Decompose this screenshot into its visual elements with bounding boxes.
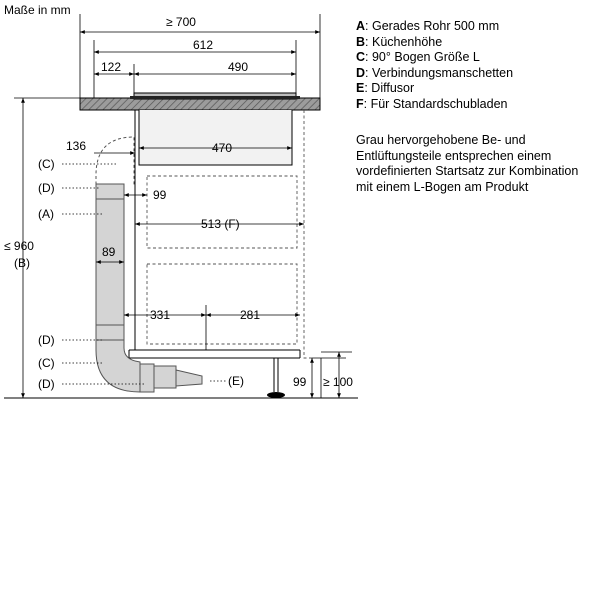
dim-drawer-depth: 513 (F) [201,217,240,231]
callout-c-bottom: (C) [38,356,55,370]
countertop [80,93,320,110]
diffusor-fins [176,370,202,386]
callout-d-top: (D) [38,181,55,195]
dim-gap-99: 99 [153,188,167,202]
dim-foot-height: 99 [293,375,307,389]
duct-sleeve-bottom [140,364,154,392]
legend-item: F: Für Standardschubladen [356,96,508,111]
cooktop-unit [139,110,304,165]
callout-e: (E) [228,374,244,388]
callout-a: (A) [38,207,54,221]
dim-right-part: 281 [240,308,261,322]
cooktop-frame [130,96,300,99]
legend-item: D: Verbindungsmanschetten [356,65,514,80]
dim-width-outer: 612 [193,38,214,52]
dim-height-letter: (B) [14,256,30,270]
duct-sleeve-mid [96,325,124,340]
legend [356,19,513,112]
callout-leaders [62,164,226,384]
duct-system [96,137,202,392]
description-note: Grau hervorgehobene Be- und Entlüftungsteile entsprechen einem vordefinierten Startsatz zur Kombination mit einem L-Bogen am Produkt [356,133,579,194]
legend-item: B: Küchenhöhe [356,34,443,49]
callout-d-bottom: (D) [38,377,55,391]
dim-left-part: 331 [150,308,171,322]
units-title: Maße in mm [4,3,71,17]
callout-c-top: (C) [38,157,55,171]
dim-width-inner: 490 [228,60,249,74]
dim-height-max: ≤ 960 [4,239,34,253]
dim-offset-left: 122 [101,60,122,74]
dim-duct-width: 89 [102,245,116,259]
dim-width-total: ≥ 700 [166,15,196,29]
diffusor [154,366,176,388]
duct-bend-top [96,137,134,190]
dim-plinth-height: ≥ 100 [323,375,353,389]
duct-sleeve-top [96,184,124,199]
dim-unit-width: 470 [212,141,233,155]
callout-d-mid: (D) [38,333,55,347]
dim-duct-offset: 136 [66,139,87,153]
dimension-lines [14,14,352,398]
legend-item: E: Diffusor [356,81,415,95]
legend-item: A: Gerades Rohr 500 mm [356,19,500,33]
legend-item: C: 90° Bogen Größe L [356,50,480,64]
